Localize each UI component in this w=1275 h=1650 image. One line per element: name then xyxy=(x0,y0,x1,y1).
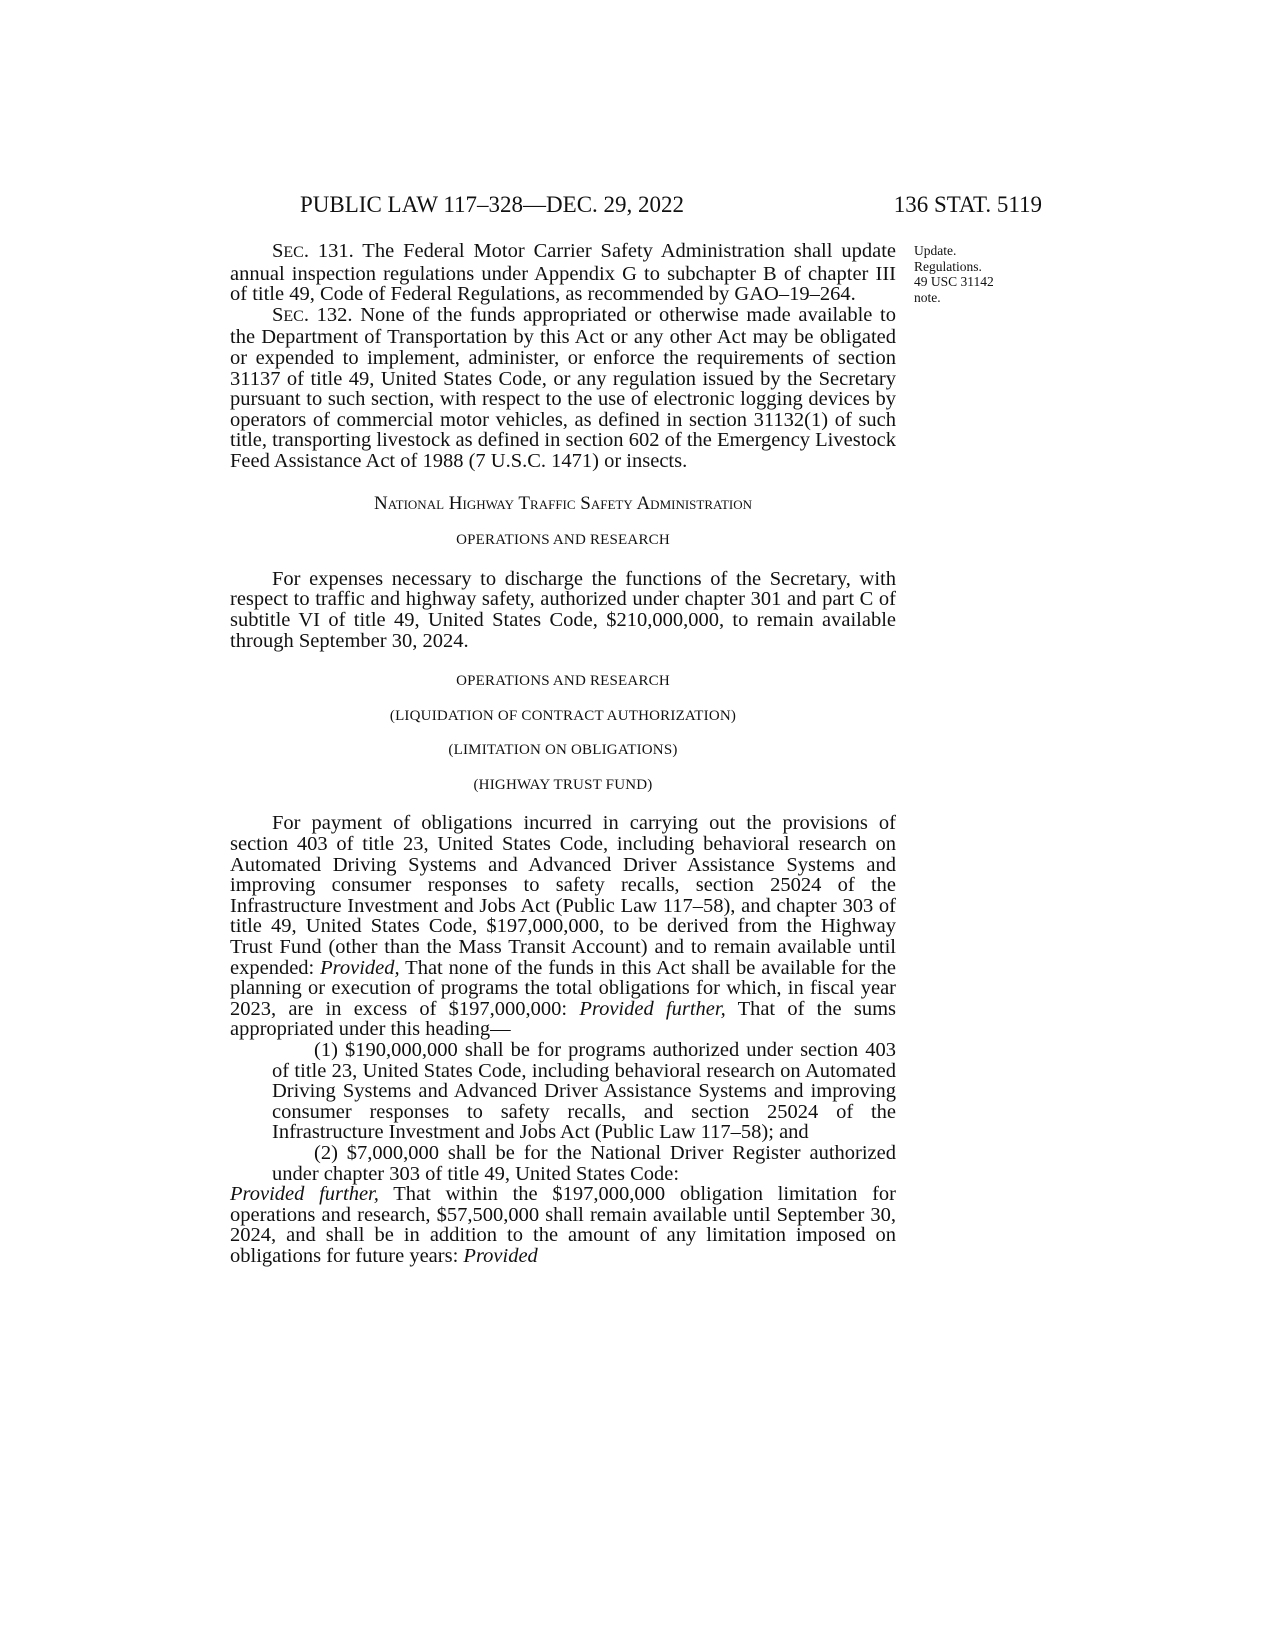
section-131-label-initial: S xyxy=(272,240,284,262)
section-132 xyxy=(230,305,896,472)
page-body xyxy=(230,241,896,1267)
section-131 xyxy=(230,241,896,305)
margin-note-line: Regulations. xyxy=(914,258,982,274)
ops-heading-2: OPERATIONS AND RESEARCH xyxy=(456,673,670,690)
section-132-number: . 132. xyxy=(303,303,353,326)
section-132-label-rest: EC xyxy=(283,307,304,325)
final-paragraph xyxy=(230,1184,896,1266)
provided-further-italic: Provided further, xyxy=(579,997,726,1020)
payment-text-1: For payment of obligations incurred in carrying out the provisions of section 403 of title 23, United States Code, including behavioral research on Automated Driving Systems and Advanced Driver Assistance Systems and improving consumer responses to safety recalls, section 25024 of the Infrastructure Investment and Jobs Act (Public Law 117–58), and chapter 303 of title 49, United States Code, $197,000,000, to be derived from the Highway Trust Fund (other than the Mass Transit Account) and to remain available until expended: xyxy=(230,812,896,979)
margin-note xyxy=(914,243,1034,305)
margin-note-line: Update. xyxy=(914,243,957,258)
section-131-label-rest: EC xyxy=(283,244,304,261)
section-131-number: . 131. xyxy=(303,240,354,262)
margin-note-line: 49 USC 31142 xyxy=(914,274,994,289)
section-131-text: The Federal Motor Carrier Safety Administration shall update annual inspection regulations under Appendix G to subchapter B of chapter III of title 49, Code of Federal Regulations, as recommended by GAO–19–264. xyxy=(230,240,897,306)
limitation-heading: (LIMITATION ON OBLIGATIONS) xyxy=(448,742,678,759)
header-stat-page: 136 STAT. 5119 xyxy=(893,192,1042,217)
ops-heading: OPERATIONS AND RESEARCH xyxy=(456,532,670,549)
agency-heading: National Highway Traffic Safety Administration xyxy=(373,492,753,514)
provided-italic-end: Provided xyxy=(463,1244,538,1267)
running-header xyxy=(230,180,1042,220)
final-text: That within the $197,000,000 obligation limitation for operations and research, $57,500,000 shall remain available until September 30, 2024, and shall be in addition to the amount of any limitation imposed on obligations for future years: xyxy=(230,1183,896,1267)
payment-text-3: That of the sums appropriated under this heading— xyxy=(230,997,897,1041)
ops-paragraph: For expenses necessary to discharge the functions of the Secretary, with respect to traffic and highway safety, authorized under chapter 301 and part C of subtitle VI of title 49, United States Code, $210,000,000, to remain available through September 30, 2024. xyxy=(230,567,896,652)
trust-fund-heading: (HIGHWAY TRUST FUND) xyxy=(473,776,653,793)
liquidation-heading: (LIQUIDATION OF CONTRACT AUTHORIZATION) xyxy=(389,707,737,724)
margin-note-line: note. xyxy=(914,289,941,305)
header-title: PUBLIC LAW 117–328—DEC. 29, 2022 xyxy=(300,192,685,217)
provided-italic: Provided, xyxy=(320,956,400,979)
section-132-label-initial: S xyxy=(272,303,284,326)
payment-text-2: That none of the funds in this Act shall be available for the planning or execution of programs the total obligations for which, in fiscal year 2023, are in excess of $197,000,000: xyxy=(230,956,896,1020)
section-132-text: None of the funds appropriated or otherwise made available to the Department of Transportation by this Act or any other Act may be obligated or expended to implement, administer, or enforce the requirements of section 31137 of title 49, United States Code, or any regulation issued by the Secretary pursuant to such section, with respect to the use of electronic logging devices by operators of commercial motor vehicles, as defined in section 31132(1) of such title, transporting livestock as defined in section 602 of the Emergency Livestock Feed Assistance Act of 1988 (7 U.S.C. 1471) or insects. xyxy=(230,303,897,472)
list-item-2: (2) $7,000,000 shall be for the National Driver Register authorized under chapter 303 of title 49, United States Code: xyxy=(272,1141,896,1185)
provided-further-italic: Provided further, xyxy=(230,1183,379,1206)
list-item-1: (1) $190,000,000 shall be for programs authorized under section 403 of title 23, United States Code, including behavioral research on Automated Driving Systems and Advanced Driver Assistance Systems and improving consumer responses to safety recalls, and section 25024 of the Infrastructure Investment and Jobs Act (Public Law 117–58); and xyxy=(272,1039,896,1144)
payment-paragraph xyxy=(230,813,896,1040)
